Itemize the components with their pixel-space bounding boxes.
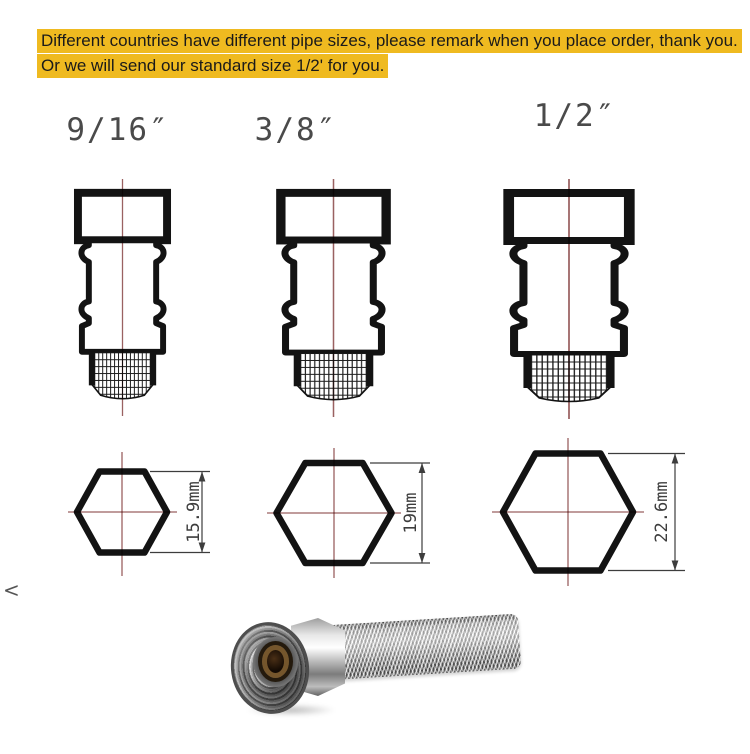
notice-line-2: Or we will send our standard size 1/2' for you.: [37, 54, 388, 78]
size-label-1-2: 1/2″: [533, 98, 617, 134]
chevron-left-icon[interactable]: <: [3, 578, 20, 602]
fitting-drawing-1-2: [502, 179, 636, 419]
fitting-drawing-3-8: [275, 179, 392, 417]
hex-size-3-8: 19mm: [401, 492, 421, 534]
hex-size-1-2: 22.6mm: [652, 481, 672, 543]
nut-bore: [262, 645, 289, 678]
hex-size-9-16: 15.9mm: [184, 481, 204, 543]
braided-hose: [331, 614, 521, 680]
size-label-3-8: 3/8″: [254, 112, 338, 148]
size-label-9-16: 9/16″: [66, 112, 170, 148]
hose-photo: [215, 592, 535, 732]
notice-line-1: Different countries have different pipe sizes, please remark when you place order, thank you.: [37, 29, 742, 53]
notice-banner: [37, 29, 742, 79]
fitting-drawing-9-16: [73, 179, 172, 416]
